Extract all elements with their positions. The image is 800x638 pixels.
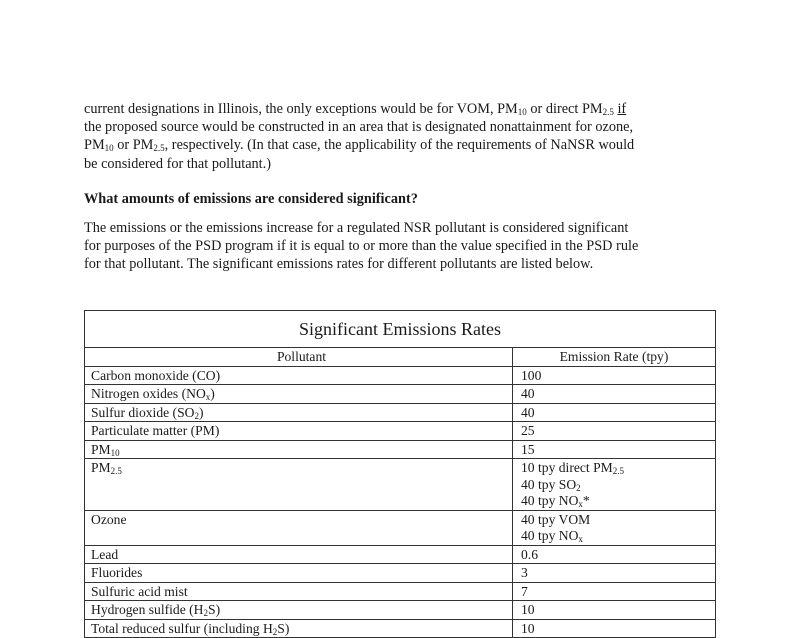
column-header-pollutant: Pollutant xyxy=(85,348,513,366)
text-run: 40 tpy SO xyxy=(521,477,576,492)
pollutant-cell: Sulfuric acid mist xyxy=(85,583,513,601)
pollutant-cell xyxy=(85,620,513,638)
rate-line xyxy=(521,477,715,494)
subscript: 2 xyxy=(576,483,581,493)
paragraph-line xyxy=(84,100,724,118)
table-row xyxy=(85,422,715,441)
table-row xyxy=(85,564,715,583)
rate-cell xyxy=(513,459,715,510)
text-run: 10 tpy direct PM xyxy=(521,460,613,475)
table-row xyxy=(85,385,715,404)
pollutant-cell: Ozone xyxy=(85,511,513,545)
text-run: PM xyxy=(91,442,111,457)
table-row xyxy=(85,367,715,386)
column-header-emission-rate: Emission Rate (tpy) xyxy=(513,348,715,366)
text-run: S) xyxy=(277,621,289,636)
text-run: 40 tpy NO xyxy=(521,528,578,543)
text-run: Nitrogen oxides (NO xyxy=(91,386,206,401)
pollutant-cell xyxy=(85,404,513,422)
text-run: ) xyxy=(199,405,204,420)
text-run: Total reduced sulfur (including H xyxy=(91,621,273,636)
text-run: , respectively. (In that case, the applicability of the requirements of NaNSR would xyxy=(165,137,635,153)
subscript: 2 xyxy=(204,608,209,618)
pollutant-cell xyxy=(85,601,513,619)
intro-paragraph xyxy=(84,100,724,173)
subscript: x xyxy=(206,392,211,402)
rate-cell: 40 xyxy=(513,404,715,422)
text-run: PM xyxy=(84,137,105,153)
subscript: 2.5 xyxy=(153,143,164,153)
rate-line xyxy=(521,460,715,477)
table-row xyxy=(85,459,715,511)
subscript: 2 xyxy=(194,411,199,421)
paragraph-line: The emissions or the emissions increase for a regulated NSR pollutant is considered significant xyxy=(84,219,724,237)
pollutant-cell xyxy=(85,385,513,403)
paragraph-line: for that pollutant. The significant emissions rates for different pollutants are listed below. xyxy=(84,255,724,273)
rate-cell: 10 xyxy=(513,620,715,638)
paragraph-line: be considered for that pollutant.) xyxy=(84,155,724,173)
pollutant-cell: Carbon monoxide (CO) xyxy=(85,367,513,385)
table-row xyxy=(85,620,715,638)
subscript: 10 xyxy=(105,143,114,153)
text-run: 40 tpy NO xyxy=(521,493,578,508)
subscript: 2.5 xyxy=(603,107,614,117)
subscript: 10 xyxy=(518,107,527,117)
text-run: or PM xyxy=(114,137,154,153)
subscript: 2.5 xyxy=(111,466,122,476)
rate-line xyxy=(521,493,715,510)
body-paragraph xyxy=(84,219,724,274)
table-row xyxy=(85,546,715,565)
table-row xyxy=(85,511,715,546)
section-heading: What amounts of emissions are considered significant? xyxy=(84,190,724,208)
rate-cell: 100 xyxy=(513,367,715,385)
table-row xyxy=(85,583,715,602)
table-title: Significant Emissions Rates xyxy=(85,311,715,348)
subscript: 10 xyxy=(111,448,120,458)
pollutant-cell: Fluorides xyxy=(85,564,513,582)
rate-cell: 25 xyxy=(513,422,715,440)
rate-cell: 0.6 xyxy=(513,546,715,564)
rate-cell: 15 xyxy=(513,441,715,459)
table-header-row xyxy=(85,348,715,367)
table-row xyxy=(85,601,715,620)
pollutant-cell xyxy=(85,459,513,510)
text-run: Hydrogen sulfide (H xyxy=(91,602,204,617)
table-row xyxy=(85,441,715,460)
emissions-rates-table xyxy=(84,310,716,638)
subscript: x xyxy=(578,499,583,509)
text-run: * xyxy=(583,493,590,508)
rate-cell: 3 xyxy=(513,564,715,582)
rate-cell: 10 xyxy=(513,601,715,619)
table-row xyxy=(85,404,715,423)
rate-cell xyxy=(513,511,715,545)
subscript: x xyxy=(578,534,583,544)
underlined-word: if xyxy=(617,101,626,117)
text-run: current designations in Illinois, the only exceptions would be for VOM, PM xyxy=(84,101,518,117)
text-run: or direct PM xyxy=(527,101,603,117)
subscript: 2.5 xyxy=(613,466,624,476)
rate-cell: 7 xyxy=(513,583,715,601)
rate-line: 40 tpy VOM xyxy=(521,512,715,529)
pollutant-cell: Particulate matter (PM) xyxy=(85,422,513,440)
paragraph-line: the proposed source would be constructed in an area that is designated nonattainment for ozone, xyxy=(84,118,724,136)
text-run: S) xyxy=(208,602,220,617)
paragraph-line: for purposes of the PSD program if it is equal to or more than the value specified in the PSD rule xyxy=(84,237,724,255)
pollutant-cell xyxy=(85,441,513,459)
text-run: PM xyxy=(91,460,111,475)
subscript: 2 xyxy=(273,627,278,637)
pollutant-cell: Lead xyxy=(85,546,513,564)
rate-cell: 40 xyxy=(513,385,715,403)
text-run: Sulfur dioxide (SO xyxy=(91,405,194,420)
text-run: ) xyxy=(210,386,215,401)
paragraph-line xyxy=(84,136,724,154)
rate-line xyxy=(521,528,715,545)
